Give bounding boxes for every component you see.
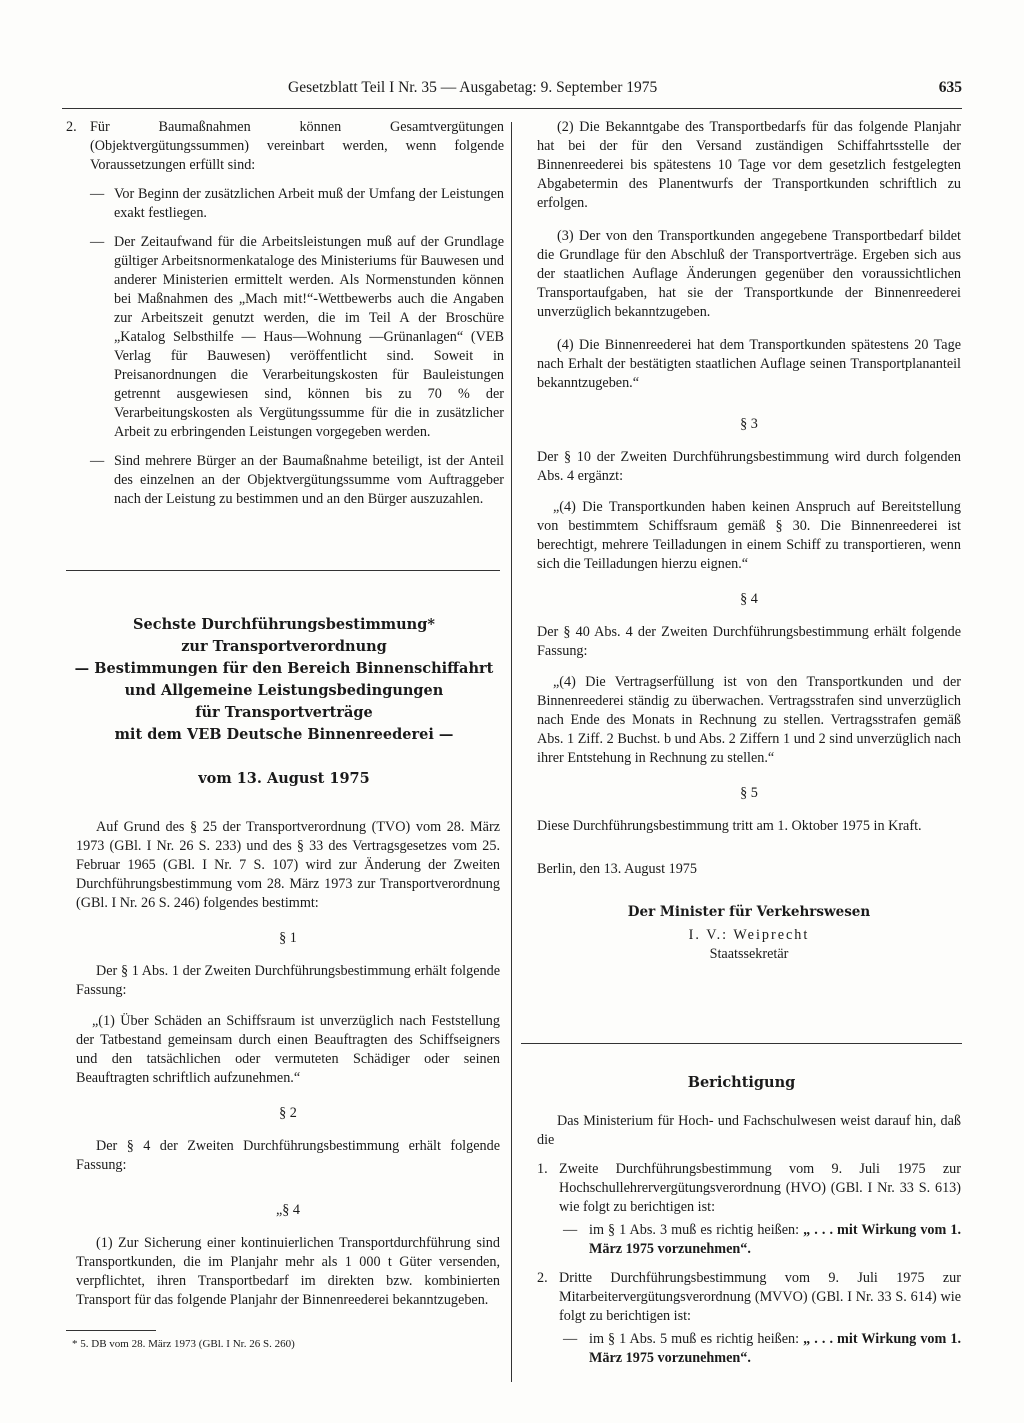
section-heading: § 1	[279, 930, 297, 946]
title-line: mit dem VEB Deutsche Binnenreederei —	[114, 726, 454, 743]
correction-text: Zweite Durchführungsbestimmung vom 9. Juli 1975 zur Hochschullehrervergütungsverordnung (HVO) (GBl. I Nr. 33 S. 613) wie folgt zu berichtigen ist:	[559, 1161, 961, 1215]
preamble: Auf Grund des § 25 der Transportverordnung (TVO) vom 28. März 1973 (GBl. I Nr. 26 S. 233) und des § 33 des Vertragsgesetzes vom 25. Februar 1965 (GBl. I Nr. 7 S. 107) wird zur Änderung der Zweiten Durchführungsbestimmung vom 28. März 1973 zur Transportverordnung (GBl. I Nr. 26 S. 246) folgendes bestimmt:	[76, 819, 500, 911]
section-heading: § 2	[279, 1105, 297, 1121]
correction-dash: — im § 1 Abs. 5 muß es richtig heißen: „ . . . mit Wirkung vom 1. März 1975 vorzunehmen“.	[563, 1331, 962, 1366]
dash-item: — Der Zeitaufwand für die Arbeitsleistungen muß auf der Grundlage gültiger Arbeitsnormenkataloge des Ministeriums für Bauwesen und anderer Ministerien ermittelt werden. Als Normenstunden können bei Maßnahmen des „Mach mit!“-Wettbewerbs auch die Angaben zur Arbeitszeit genutzt werden, die im Teil A der Broschüre „Katalog Selbsthilfe — Haus—Wohnung —Grünanlagen“ (VEB Verlag für Bauwesen) veröffentlicht sind. Soweit in Preisanordnungen die Verarbeitungskosten für Bauleistungen getrennt ausgewiesen sind, können bis zu 70 % der Verarbeitungskosten als Vergütungssumme für die in zusätzlicher Arbeit zu erbringenden Leistungen vorgegeben werden.	[90, 234, 504, 440]
footnote: * 5. DB vom 28. März 1973 (GBl. I Nr. 26 S. 260)	[72, 1338, 295, 1350]
correction-body	[537, 1112, 961, 1368]
paragraph: (3) Der von den Transportkunden angegebene Transportbedarf bildet die Grundlage für den Abschluß der Transportverträge. Ergeben sich aus der staatlichen Auflage Änderungen gegenüber den voraussichtlichen Transportaufgaben, hat sie der Transportkunde der Binnenreederei unverzüglich bekanntzugeben.	[537, 228, 961, 320]
page-header	[62, 79, 962, 101]
section-quote: „(4) Die Transportkunden haben keinen Anspruch auf Bereitstellung von bestimmtem Schiffsraum gemäß § 30. Die Binnenreederei ist berechtigt, mehrere Teilladungen in einem Schiff zu transportieren, wenn sich die Teilladungen hierzu eignen.“	[537, 499, 961, 572]
dash-item: — Sind mehrere Bürger an der Baumaßnahme beteiligt, ist der Anteil des einzelnen an der Objektvergütungssumme vom Auftraggeber nach der Leistung zu bestimmen und an den Bürger auszuzahlen.	[90, 453, 504, 507]
correction-item	[537, 1160, 961, 1259]
title-line: Sechste Durchführungsbestimmung*	[133, 616, 435, 633]
correction-text: Dritte Durchführungsbestimmung vom 9. Juli 1975 zur Mitarbeitervergütungsverordnung (MVVO) (GBl. I Nr. 33 S. 614) wie folgt zu berichtigen ist:	[559, 1270, 961, 1324]
section-text: Der § 10 der Zweiten Durchführungsbestimmung wird durch folgenden Abs. 4 ergänzt:	[537, 449, 961, 484]
correction-item	[537, 1269, 961, 1368]
correction-number: 2.	[537, 1270, 548, 1286]
title-line: zur Transportverordnung	[181, 638, 387, 655]
left-column-top	[66, 118, 504, 509]
section-quote: „(1) Über Schäden an Schiffsraum ist unverzüglich nach Feststellung der Tatbestand gemeinsam durch einen Beauftragten des Schiffseigners und den tatsächlichen oder vermuteten Schädiger oder seinen Beauftragten schriftlich aufzunehmen.“	[76, 1013, 500, 1086]
section-text: Der § 4 der Zweiten Durchführungsbestimmung erhält folgende Fassung:	[76, 1138, 500, 1173]
dash-text: Der Zeitaufwand für die Arbeitsleistungen muß auf der Grundlage gültiger Arbeitsnormenkataloge des Ministeriums für Bauwesen und anderer Ministerien ermittelt werden. Als Normenstunden können bei Maßnahmen des „Mach mit!“-Wettbewerbs auch die Angaben zur Arbeitszeit genutzt werden, die im Teil A der Broschüre „Katalog Selbsthilfe — Haus—Wohnung —Grünanlagen“ (VEB Verlag für Bauwesen) veröffentlicht sind. Soweit in Preisanordnungen die Verarbeitungskosten für Bauleistungen getrennt ausgewiesen sind, können bis zu 70 % der Verarbeitungskosten als Vergütungssumme für die in zusätzlicher Arbeit zu erbringenden Leistungen vorgegeben werden.	[114, 234, 504, 440]
correction-dash-bold: „ . . . mit Wirkung vom 1. März 1975 vorzunehmen“.	[589, 1331, 962, 1366]
signatory: I. V.: Weiprecht	[688, 927, 810, 943]
right-column-body	[537, 118, 961, 964]
page-number: 635	[938, 79, 962, 96]
correction-intro: Das Ministerium für Hoch- und Fachschulwesen weist darauf hin, daß die	[537, 1113, 961, 1148]
regulation-date: vom 13. August 1975	[198, 770, 370, 787]
place-date: Berlin, den 13. August 1975	[537, 861, 697, 877]
column-divider	[511, 122, 512, 1382]
section-rule	[66, 570, 500, 571]
correction-title: Berichtigung	[687, 1074, 796, 1091]
correction-dash: — im § 1 Abs. 3 muß es richtig heißen: „ . . . mit Wirkung vom 1. März 1975 vorzunehmen“.	[563, 1222, 962, 1257]
section-heading: „§ 4	[275, 1202, 301, 1218]
section-quote: „(4) Die Vertragserfüllung ist von den Transportkunden und der Binnenreederei ständig zu überwachen. Vertragsstrafen sind unverzüglich nach Ende des Monats in Rechnung zu stellen. Vertragsstrafen gemäß Abs. 1 Ziff. 2 Buchst. b und Abs. 2 Ziffern 1 und 2 sind unverzüglich nach ihrer Entstehung in Rechnung zu stellen.“	[537, 674, 961, 766]
section-text: Diese Durchführungsbestimmung tritt am 1. Oktober 1975 in Kraft.	[537, 818, 922, 834]
title-line: und Allgemeine Leistungsbedingungen	[124, 682, 444, 699]
signatory-role: Staatssekretär	[709, 946, 789, 962]
section-heading: § 4	[740, 591, 758, 607]
dash-item: — Vor Beginn der zusätzlichen Arbeit muß der Umfang der Leistungen exakt festliegen.	[90, 186, 504, 221]
dash-text: Vor Beginn der zusätzlichen Arbeit muß der Umfang der Leistungen exakt festliegen.	[114, 186, 504, 221]
section-heading: § 5	[740, 785, 758, 801]
correction-number: 1.	[537, 1161, 548, 1177]
section-rule	[521, 1043, 962, 1044]
correction-dash-text: im § 1 Abs. 3 muß es richtig heißen:	[589, 1222, 800, 1238]
correction-dash-text: im § 1 Abs. 5 muß es richtig heißen:	[589, 1331, 800, 1347]
regulation-title	[66, 614, 502, 746]
section-quote: (1) Zur Sicherung einer kontinuierlichen Transportdurchführung sind Transportkunden, die im Planjahr mehr als 1 000 t Güter versenden, verpflichtet, ihren Transportbedarf im direkten bzw. kombinierten Transport für das folgende Planjahr der Binnenreederei bekanntzugeben.	[76, 1235, 500, 1308]
section-heading: § 3	[740, 416, 758, 432]
title-line: — Bestimmungen für den Bereich Binnenschiffahrt	[74, 660, 494, 677]
paragraph: (2) Die Bekanntgabe des Transportbedarfs für das folgende Planjahr hat bei der für den Versand zuständigen Schiffahrtsstelle der Binnenreederei bis spätestens 10 Tage vor dem gesetzlich festgelegten Abgabetermin des Planentwurfs der Transportkunden schriftlich zu erfolgen.	[537, 119, 961, 211]
footnote-rule	[66, 1330, 156, 1331]
item-number: 2.	[66, 119, 77, 135]
numbered-item	[66, 118, 504, 175]
header-rule	[62, 108, 962, 109]
correction-dash-bold: „ . . . mit Wirkung vom 1. März 1975 vorzunehmen“.	[589, 1222, 962, 1257]
section-text: Der § 40 Abs. 4 der Zweiten Durchführungsbestimmung erhält folgende Fassung:	[537, 624, 961, 659]
title-line: für Transportverträge	[195, 704, 373, 721]
dash-text: Sind mehrere Bürger an der Baumaßnahme beteiligt, ist der Anteil des einzelnen an der Objektvergütungssumme vom Auftraggeber nach der Leistung zu bestimmen und an den Bürger auszuzahlen.	[114, 453, 504, 507]
item-text: Für Baumaßnahmen können Gesamtvergütungen (Objektvergütungssummen) vereinbart werden, wenn folgende Voraussetzungen erfüllt sind:	[90, 119, 504, 173]
left-column-body	[76, 818, 500, 1310]
section-text: Der § 1 Abs. 1 der Zweiten Durchführungsbestimmung erhält folgende Fassung:	[76, 963, 500, 998]
gazette-title: Gesetzblatt Teil I Nr. 35 — Ausgabetag: 9. September 1975	[288, 79, 658, 96]
minister-title: Der Minister für Verkehrswesen	[627, 904, 871, 920]
paragraph: (4) Die Binnenreederei hat dem Transportkunden spätestens 20 Tage nach Erhalt der bestätigten staatlichen Auflage seinen Transportplananteil bekanntzugeben.“	[537, 337, 961, 391]
